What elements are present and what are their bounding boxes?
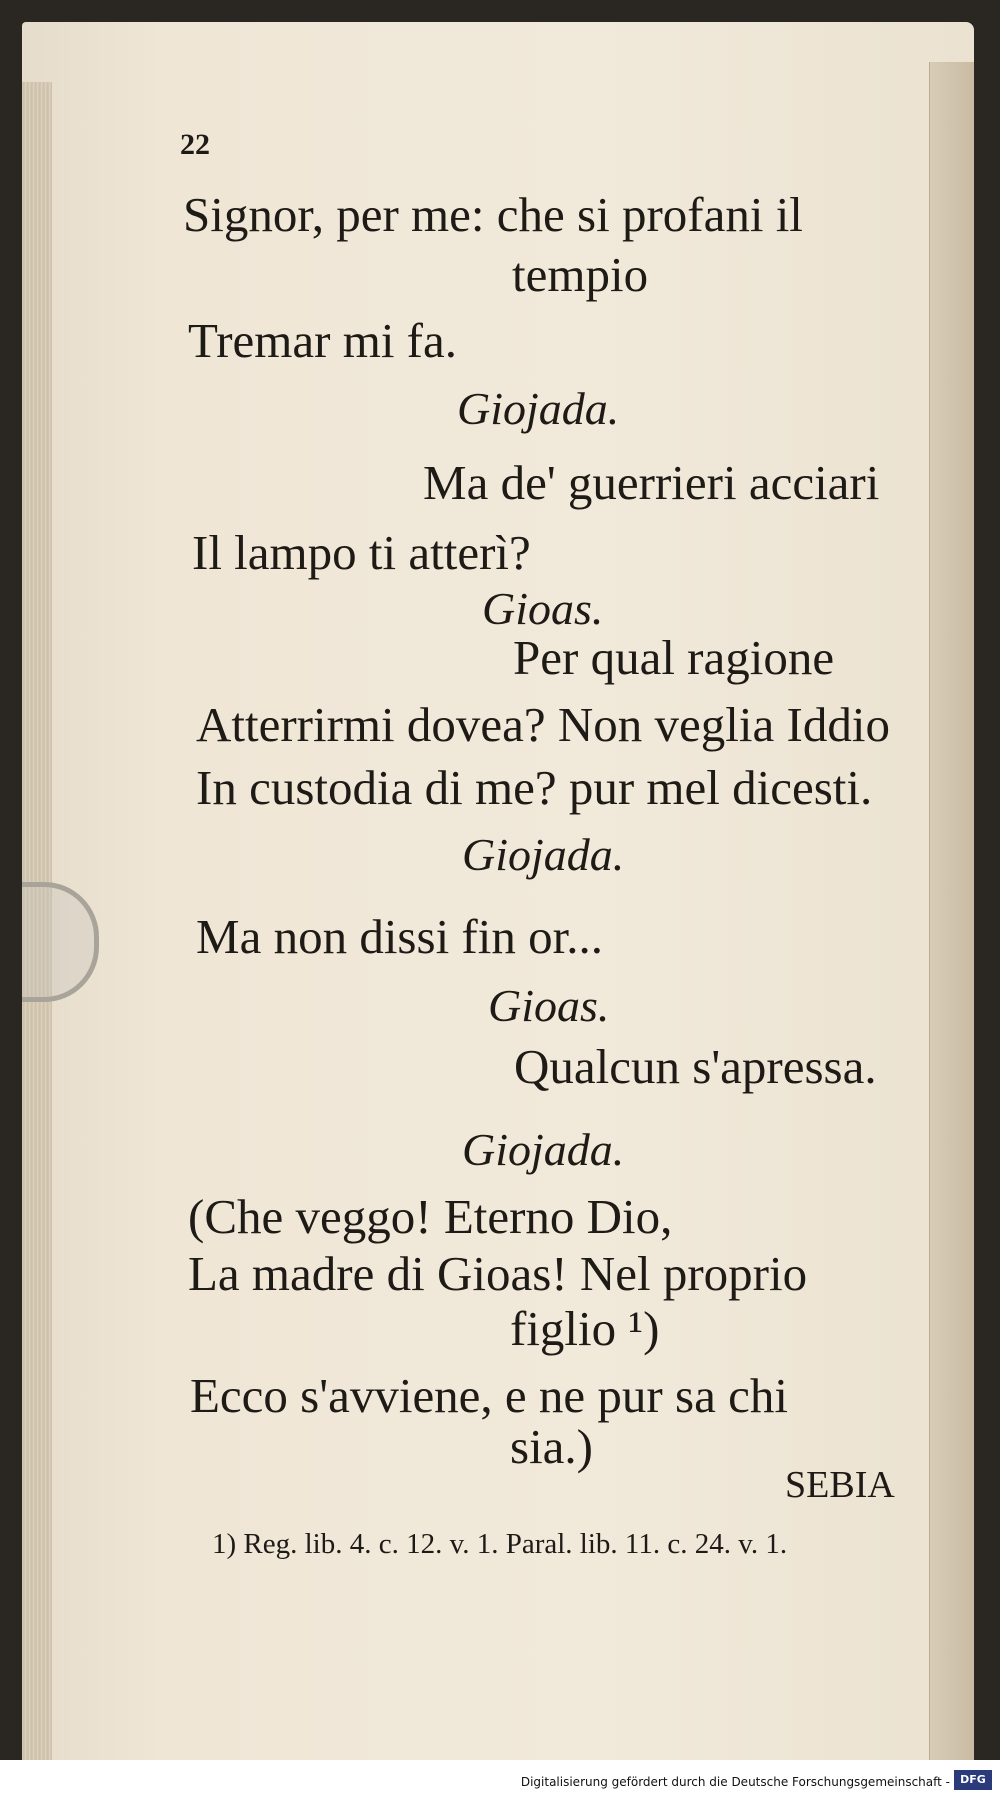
digitization-footer — [0, 1760, 1000, 1798]
text-line: Ma de' guerrieri acciari — [423, 455, 880, 510]
speaker-name: Giojada. — [462, 829, 625, 880]
page-stack-right-edge — [929, 62, 974, 1762]
text-line: Ma non dissi fin or... — [196, 909, 603, 964]
speaker-name: Gioas. — [482, 583, 604, 634]
text-line: Signor, per me: che si profani il — [183, 187, 803, 242]
dfg-logo: DFG — [954, 1770, 992, 1790]
text-line: Atterrirmi dovea? Non veglia Iddio — [196, 697, 890, 752]
text-line: (Che veggo! Eterno Dio, — [188, 1189, 673, 1244]
paper-clip — [22, 882, 99, 1002]
text-line: tempio — [512, 247, 649, 302]
speaker-name: Giojada. — [457, 383, 620, 434]
text-line: sia.) — [510, 1419, 593, 1474]
text-line: Tremar mi fa. — [188, 313, 457, 368]
footnote: 1) Reg. lib. 4. c. 12. v. 1. Paral. lib. 11. c. 24. v. 1. — [212, 1528, 788, 1560]
text-line: Qualcun s'apressa. — [514, 1039, 877, 1094]
page-number: 22 — [180, 128, 210, 161]
footer-credit: Digitalisierung gefördert durch die Deutsche Forschungsgemeinschaft - — [520, 1775, 950, 1789]
speaker-name: Giojada. — [462, 1124, 625, 1175]
speaker-name: Gioas. — [488, 980, 610, 1031]
catchword: SEBIA — [785, 1464, 895, 1506]
text-line: La madre di Gioas! Nel proprio — [188, 1246, 808, 1301]
text-line: In custodia di me? pur mel dicesti. — [196, 760, 873, 815]
text-line: Il lampo ti atterì? — [192, 525, 531, 580]
text-line: figlio ¹) — [510, 1301, 660, 1356]
text-line: Ecco s'avviene, e ne pur sa chi — [190, 1368, 788, 1423]
text-line: Per qual ragione — [513, 630, 835, 685]
